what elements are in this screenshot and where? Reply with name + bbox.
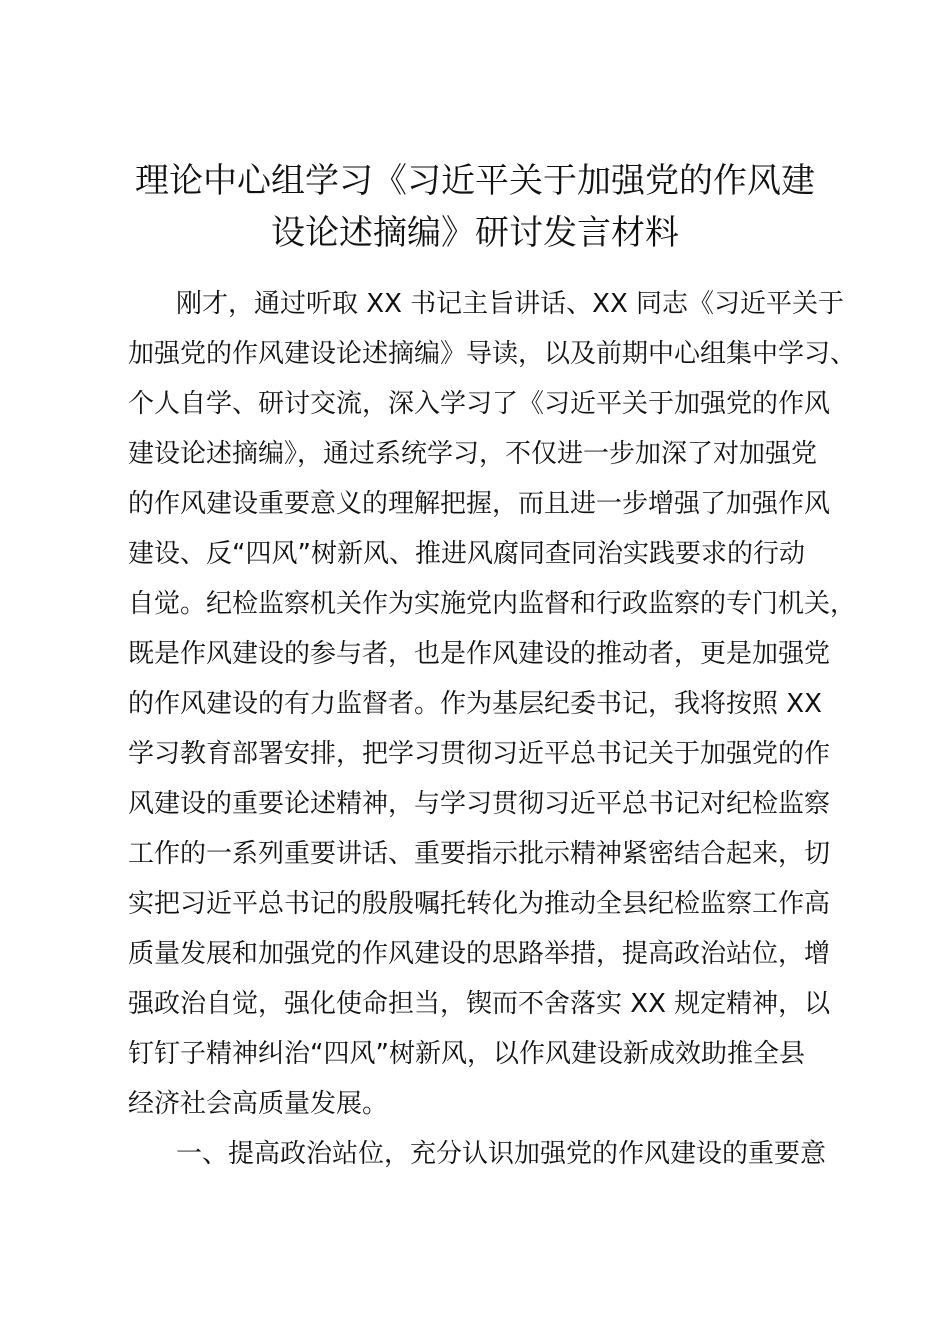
body-line-10: 学习教育部署安排，把学习贯彻习近平总书记关于加强党的作 [128, 739, 831, 769]
body-line-6: 建设、反“四风”树新风、推进风腐同查同治实践要求的行动 [128, 539, 805, 569]
body-line-12: 工作的一系列重要讲话、重要指示批示精神紧密结合起来，切 [128, 839, 831, 869]
body-line-13: 实把习近平总书记的殷殷嘱托转化为推动全县纪检监察工作高 [128, 889, 831, 919]
document-title-line-2: 设论述摘编》研讨发言材料 [271, 213, 679, 253]
body-line-5: 的作风建设重要意义的理解把握，而且进一步增强了加强作风 [128, 489, 831, 519]
body-line-9: 的作风建设的有力监督者。作为基层纪委书记，我将按照 XX [128, 689, 822, 719]
body-line-3: 个人自学、研讨交流，深入学习了《习近平关于加强党的作风 [128, 389, 831, 419]
document-title-line-1: 理论中心组学习《习近平关于加强党的作风建 [135, 161, 815, 201]
body-line-15: 强政治自觉，强化使命担当，锲而不舍落实 XX 规定精神，以 [128, 989, 831, 1019]
body-line-16: 钉钉子精神纠治“四风”树新风，以作风建设新成效助推全县 [128, 1039, 805, 1069]
body-line-8: 既是作风建设的参与者，也是作风建设的推动者，更是加强党 [128, 639, 831, 669]
body-line-11: 风建设的重要论述精神，与学习贯彻习近平总书记对纪检监察 [128, 789, 831, 819]
body-line-7: 自觉。纪检监察机关作为实施党内监督和行政监察的专门机关， [128, 589, 857, 619]
body-line-1: 刚才，通过听取 XX 书记主旨讲话、XX 同志《习近平关于 [176, 289, 845, 319]
section-heading: 一、提高政治站位，充分认识加强党的作风建设的重要意 [176, 1139, 827, 1169]
body-line-2: 加强党的作风建设论述摘编》导读，以及前期中心组集中学习、 [128, 339, 857, 369]
body-line-14: 质量发展和加强党的作风建设的思路举措，提高政治站位，增 [128, 939, 831, 969]
body-line-17: 经济社会高质量发展。 [128, 1089, 389, 1119]
body-line-4: 建设论述摘编》，通过系统学习，不仅进一步加深了对加强党 [128, 439, 818, 469]
